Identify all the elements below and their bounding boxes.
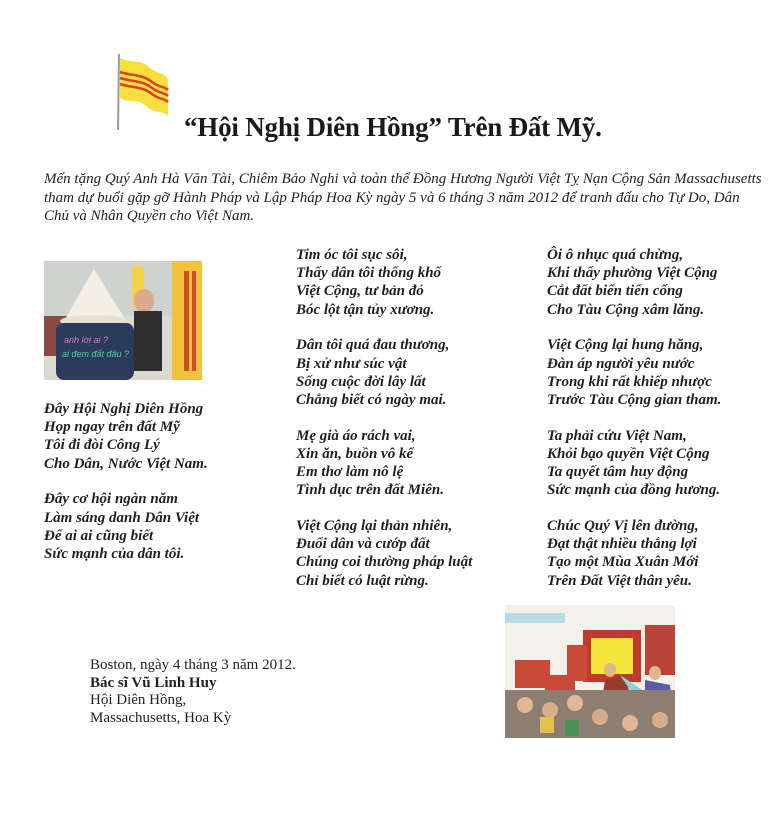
- poem-column-1: [44, 400, 208, 581]
- poem-line: Làm sáng danh Dân Việt: [44, 509, 200, 526]
- poem-column-3: [547, 246, 721, 607]
- poem-line: Dân tôi quá đau thương,: [296, 337, 450, 354]
- poem-line: Tim óc tôi sục sôi,: [296, 247, 408, 263]
- poem-line: Cho Tàu Cộng xâm lăng.: [547, 301, 705, 318]
- poem-line: Trước Tàu Cộng gian tham.: [547, 391, 722, 408]
- historical-painting: [505, 605, 675, 738]
- page-title: “Hội Nghị Diên Hồng” Trên Đất Mỹ.: [184, 112, 602, 142]
- poem-line: Bóc lột tận tủy xương.: [296, 301, 435, 318]
- poem-line: Tình dục trên đất Miên.: [296, 482, 444, 499]
- protest-photo: [44, 261, 202, 380]
- poem-line: Đây Hội Nghị Diên Hồng: [44, 401, 204, 417]
- poem-line: Chúc Quý Vị lên đường,: [547, 517, 699, 534]
- poem-line: Tạo một Mùa Xuân Mới: [547, 554, 699, 571]
- poem-line: Bị xử như súc vật: [296, 355, 407, 372]
- place-date: Boston, ngày 4 tháng 3 năm 2012.: [90, 657, 296, 673]
- stanza: [547, 427, 721, 500]
- stanza: [547, 246, 721, 319]
- poem-line: Việt Cộng lại thản nhiên,: [296, 517, 453, 534]
- stanza: [296, 427, 472, 500]
- poem-line: Sức mạnh của đồng hương.: [547, 482, 721, 499]
- poem-line: Trong khi rất khiếp nhược: [547, 373, 712, 390]
- poem-line: Mẹ già áo rách vai,: [296, 427, 416, 444]
- poem-line: Chẳng biết có ngày mai.: [296, 391, 447, 408]
- poem-line: Ta phải cứu Việt Nam,: [547, 427, 687, 444]
- stanza: [296, 336, 472, 409]
- poem-line: Cho Dân, Nước Việt Nam.: [44, 455, 208, 472]
- poem-line: Sống cuộc đời lây lất: [296, 373, 426, 390]
- poem-line: Họp ngay trên đất Mỹ: [44, 419, 180, 436]
- poem-column-2: [296, 246, 472, 607]
- poem-line: Khi thấy phường Việt Cộng: [547, 265, 718, 282]
- author-name: Bác sĩ Vũ Linh Huy: [90, 674, 217, 691]
- poem-line: Để ai ai cũng biết: [44, 527, 154, 544]
- poem-line: Tôi đi đòi Công Lý: [44, 437, 160, 454]
- poem-line: Việt Cộng, tư bản đỏ: [296, 283, 424, 300]
- stanza: [44, 400, 208, 473]
- stanza: [296, 517, 472, 590]
- shirt-text-line2: ai đem đất đâu ?: [62, 349, 130, 359]
- stanza: [44, 490, 208, 563]
- poem-line: Đuổi dân và cướp đất: [296, 536, 430, 553]
- poem-line: Đàn áp người yêu nước: [547, 355, 695, 372]
- poem-line: Cắt đất biển tiến cống: [547, 283, 683, 300]
- location: Massachusetts, Hoa Kỳ: [90, 709, 232, 726]
- poem-line: Đạt thật nhiều thắng lợi: [547, 536, 697, 553]
- stanza: [547, 517, 721, 590]
- signature-block: [90, 657, 296, 727]
- poem-line: Chỉ biết có luật rừng.: [296, 572, 429, 589]
- poem-line: Chúng coi thường pháp luật: [296, 554, 473, 571]
- flag-icon: [114, 52, 170, 132]
- stanza: [296, 246, 472, 319]
- poem-line: Khỏi bạo quyền Việt Cộng: [547, 445, 710, 462]
- poem-line: Em thơ làm nô lệ: [296, 464, 404, 481]
- stanza: [547, 336, 721, 409]
- poem-line: Việt Cộng lại hung hăng,: [547, 337, 704, 354]
- poem-line: Thấy dân tôi thống khổ: [296, 265, 442, 282]
- dedication-text: Mến tặng Quý Anh Hà Văn Tài, Chiêm Bảo Nghi và toàn thể Đồng Hương Người Việt Tỵ Nạn Cộng Sản Massachusetts tham dự buổi gặp gỡ Hành Pháp và Lập Pháp Hoa Kỳ ngày 5 và 6 tháng 3 năm 2012 để tranh đấu cho Tự Do, Dân Chủ và Nhân Quyền cho Việt Nam.: [44, 171, 762, 224]
- poem-line: Sức mạnh của dân tôi.: [44, 545, 185, 562]
- poem-line: Xin ăn, buồn vô kể: [296, 445, 414, 462]
- poem-line: Ta quyết tâm huy động: [547, 464, 689, 481]
- poem-line: Đây cơ hội ngàn năm: [44, 491, 178, 508]
- shirt-text-line1: anh lời ai ?: [64, 335, 108, 345]
- organization: Hội Diên Hồng,: [90, 692, 187, 708]
- poem-line: Trên Đất Việt thân yêu.: [547, 572, 692, 589]
- poem-line: Ôi ô nhục quá chừng,: [547, 247, 684, 263]
